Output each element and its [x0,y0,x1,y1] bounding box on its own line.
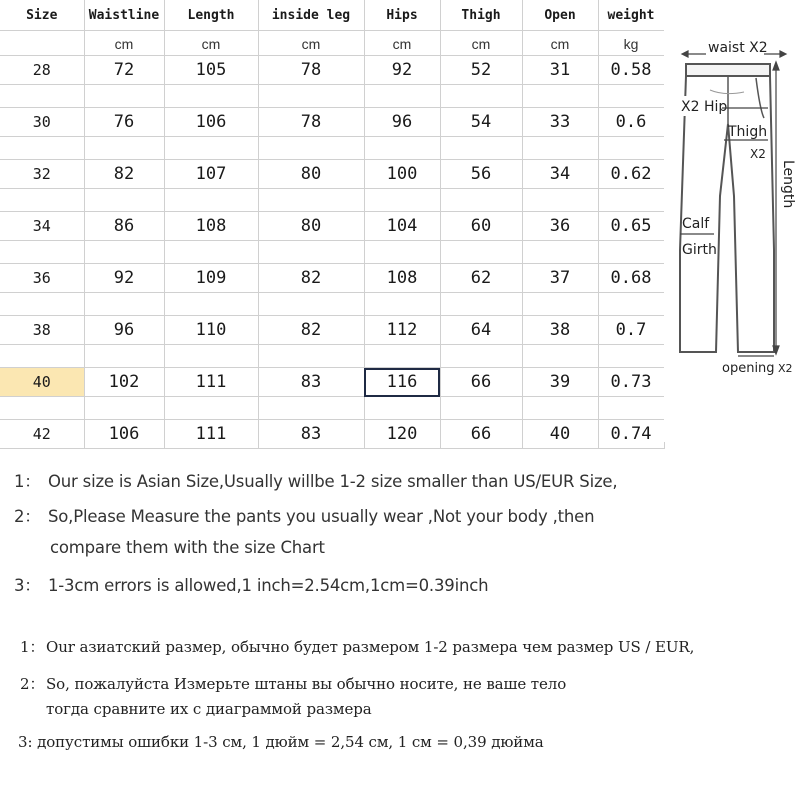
cell-open[interactable]: 40 [522,420,598,449]
cell-open[interactable]: 31 [522,56,598,85]
header-row [0,0,664,31]
empty-cell[interactable] [0,345,84,368]
cell-length[interactable]: 107 [164,160,258,189]
empty-cell[interactable] [364,345,440,368]
empty-cell[interactable] [258,397,364,420]
cell-inside-leg[interactable]: 78 [258,108,364,137]
empty-cell[interactable] [258,85,364,108]
cell-size[interactable]: 30 [0,108,84,137]
empty-cell[interactable] [258,137,364,160]
table-row [0,108,664,137]
cell-weight[interactable]: 0.68 [598,264,664,293]
cell-size[interactable]: 38 [0,316,84,345]
cell-waistline[interactable]: 86 [84,212,164,241]
empty-cell[interactable] [0,189,84,212]
note-en-2 [14,503,594,527]
empty-cell[interactable] [84,241,164,264]
cell-inside-leg[interactable]: 82 [258,264,364,293]
calf-label: Calf [682,216,710,232]
cell-length[interactable]: 109 [164,264,258,293]
empty-cell[interactable] [0,241,84,264]
empty-cell[interactable] [84,85,164,108]
empty-cell[interactable] [598,189,664,212]
spacer-row [0,345,664,368]
note-number: 3： [14,576,41,595]
cell-size[interactable]: 40 [0,368,84,397]
header-open[interactable]: Open [522,0,598,31]
cell-thigh[interactable]: 54 [440,108,522,137]
empty-cell[interactable] [364,397,440,420]
cell-length[interactable]: 108 [164,212,258,241]
cell-hips[interactable]: 100 [364,160,440,189]
empty-cell[interactable] [598,137,664,160]
note-number: 1： [20,638,45,656]
cell-size[interactable]: 42 [0,420,84,449]
unit-cell[interactable]: kg [598,31,664,56]
unit-row [0,31,664,56]
table-body [0,31,664,449]
header-waistline[interactable]: Waistline [84,0,164,31]
cell-inside-leg[interactable]: 83 [258,368,364,397]
header-size[interactable]: Size [0,0,84,31]
cell-waistline[interactable]: 106 [84,420,164,449]
cell-thigh[interactable]: 56 [440,160,522,189]
cell-size[interactable]: 36 [0,264,84,293]
empty-cell[interactable] [84,345,164,368]
empty-cell[interactable] [84,189,164,212]
empty-cell[interactable] [364,293,440,316]
empty-cell[interactable] [164,241,258,264]
cell-waistline[interactable]: 72 [84,56,164,85]
cell-thigh[interactable]: 60 [440,212,522,241]
empty-cell[interactable] [364,85,440,108]
empty-cell[interactable] [0,397,84,420]
empty-cell[interactable] [84,137,164,160]
unit-cell[interactable]: cm [84,31,164,56]
unit-cell[interactable]: cm [364,31,440,56]
spacer-row [0,189,664,212]
cell-weight[interactable]: 0.62 [598,160,664,189]
cell-thigh[interactable]: 62 [440,264,522,293]
header-hips[interactable]: Hips [364,0,440,31]
empty-cell[interactable] [598,293,664,316]
table-row [0,56,664,85]
cell-length[interactable]: 111 [164,368,258,397]
cell-waistline[interactable]: 96 [84,316,164,345]
header-inside-leg[interactable]: inside leg [258,0,364,31]
table-row [0,420,664,449]
empty-cell[interactable] [522,189,598,212]
empty-cell[interactable] [164,345,258,368]
cell-waistline[interactable]: 76 [84,108,164,137]
empty-cell[interactable] [440,189,522,212]
empty-cell[interactable] [258,241,364,264]
note-text: Our азиатский размер, обычно будет размером 1-2 размера чем размер US / EUR, [46,638,695,656]
cell-waistline[interactable]: 102 [84,368,164,397]
empty-cell[interactable] [440,137,522,160]
empty-cell[interactable] [598,85,664,108]
cell-open[interactable]: 38 [522,316,598,345]
note-text: So,Please Measure the pants you usually wear ,Not your body ,then [48,507,595,526]
empty-cell[interactable] [522,293,598,316]
empty-cell[interactable] [0,137,84,160]
cell-open[interactable]: 36 [522,212,598,241]
cell-weight[interactable]: 0.6 [598,108,664,137]
empty-cell[interactable] [164,293,258,316]
empty-cell[interactable] [84,397,164,420]
table-row [0,212,664,241]
empty-cell[interactable] [522,137,598,160]
unit-cell[interactable] [0,31,84,56]
empty-cell[interactable] [440,345,522,368]
cell-open[interactable]: 33 [522,108,598,137]
note-text: допустимы ошибки 1-3 см, 1 дюйм = 2,54 см, 1 см = 0,39 дюйма [37,733,544,751]
cell-size[interactable]: 34 [0,212,84,241]
cell-hips[interactable]: 92 [364,56,440,85]
cell-inside-leg[interactable]: 83 [258,420,364,449]
table-row [0,368,664,397]
spacer-row [0,241,664,264]
spacer-row [0,293,664,316]
empty-cell[interactable] [522,241,598,264]
empty-cell[interactable] [84,293,164,316]
unit-cell[interactable]: cm [258,31,364,56]
cell-inside-leg[interactable]: 80 [258,212,364,241]
empty-cell[interactable] [440,85,522,108]
length-label: Length [780,160,796,209]
spacer-row [0,137,664,160]
empty-cell[interactable] [364,137,440,160]
note-ru-2-continued [46,700,372,718]
thigh-label: Thigh [728,124,768,140]
size-chart-table [0,0,665,449]
note-ru-3 [18,733,544,751]
size-chart-table-container [0,0,664,442]
cell-hips[interactable]: 104 [364,212,440,241]
hip-label: X2 Hip [681,99,728,115]
header-weight[interactable]: weight [598,0,664,31]
cell-thigh[interactable]: 52 [440,56,522,85]
cell-hips[interactable]: 96 [364,108,440,137]
pants-measurement-diagram [664,0,800,442]
empty-cell[interactable] [0,85,84,108]
empty-cell[interactable] [440,241,522,264]
table-row [0,264,664,293]
cell-weight[interactable]: 0.73 [598,368,664,397]
cell-open[interactable]: 37 [522,264,598,293]
empty-cell[interactable] [164,189,258,212]
note-text: Our size is Asian Size,Usually willbe 1-2 size smaller than US/EUR Size, [48,472,618,491]
table-row [0,160,664,189]
note-number: 1： [14,472,41,491]
cell-weight[interactable]: 0.58 [598,56,664,85]
unit-cell[interactable]: cm [522,31,598,56]
unit-cell[interactable]: cm [440,31,522,56]
cell-waistline[interactable]: 82 [84,160,164,189]
cell-hips[interactable]: 108 [364,264,440,293]
empty-cell[interactable] [522,345,598,368]
selected-cell-hips[interactable]: 116 [364,368,440,397]
empty-cell[interactable] [522,397,598,420]
empty-cell[interactable] [164,137,258,160]
note-number: 3: [18,733,33,751]
cell-size[interactable]: 28 [0,56,84,85]
empty-cell[interactable] [0,293,84,316]
opening-label: opening [722,361,775,376]
cell-length[interactable]: 106 [164,108,258,137]
empty-cell[interactable] [164,397,258,420]
cell-inside-leg[interactable]: 80 [258,160,364,189]
note-text: So, пожалуйста Измерьте штаны вы обычно носите, не ваше тело [46,675,567,693]
empty-cell[interactable] [164,85,258,108]
opening-x2-label: X2 [778,362,793,375]
cell-weight[interactable]: 0.74 [598,420,664,449]
cell-waistline[interactable]: 92 [84,264,164,293]
cell-length[interactable]: 105 [164,56,258,85]
empty-cell[interactable] [598,345,664,368]
cell-size[interactable]: 32 [0,160,84,189]
spacer-row [0,397,664,420]
note-number: 2： [14,507,41,526]
empty-cell[interactable] [258,189,364,212]
empty-cell[interactable] [440,397,522,420]
note-en-2-continued [50,538,325,557]
header-length[interactable]: Length [164,0,258,31]
cell-weight[interactable]: 0.7 [598,316,664,345]
cell-thigh[interactable]: 66 [440,420,522,449]
cell-hips[interactable]: 120 [364,420,440,449]
header-thigh[interactable]: Thigh [440,0,522,31]
girth-label: Girth [682,242,717,258]
pants-diagram-svg [664,0,800,442]
note-number: 2： [20,675,45,693]
note-text: тогда сравните их с диаграммой размера [46,700,372,718]
waist-label: waist X2 [708,40,768,56]
unit-cell[interactable]: cm [164,31,258,56]
note-text: compare them with the size Chart [50,538,325,557]
empty-cell[interactable] [522,85,598,108]
cell-length[interactable]: 111 [164,420,258,449]
cell-hips[interactable]: 112 [364,316,440,345]
note-ru-2 [20,673,566,694]
thigh-x2-label: X2 [750,147,766,161]
cell-thigh[interactable]: 64 [440,316,522,345]
note-ru-1 [20,636,694,657]
cell-weight[interactable]: 0.65 [598,212,664,241]
cell-thigh[interactable]: 66 [440,368,522,397]
empty-cell[interactable] [598,241,664,264]
empty-cell[interactable] [364,241,440,264]
note-en-1 [14,468,617,492]
table-row [0,316,664,345]
note-en-3 [14,572,488,596]
empty-cell[interactable] [598,397,664,420]
empty-cell[interactable] [364,189,440,212]
cell-length[interactable]: 110 [164,316,258,345]
cell-open[interactable]: 34 [522,160,598,189]
cell-inside-leg[interactable]: 78 [258,56,364,85]
cell-inside-leg[interactable]: 82 [258,316,364,345]
cell-open[interactable]: 39 [522,368,598,397]
empty-cell[interactable] [440,293,522,316]
empty-cell[interactable] [258,345,364,368]
note-text: 1-3cm errors is allowed,1 inch=2.54cm,1cm=0.39inch [48,576,489,595]
empty-cell[interactable] [258,293,364,316]
spacer-row [0,85,664,108]
